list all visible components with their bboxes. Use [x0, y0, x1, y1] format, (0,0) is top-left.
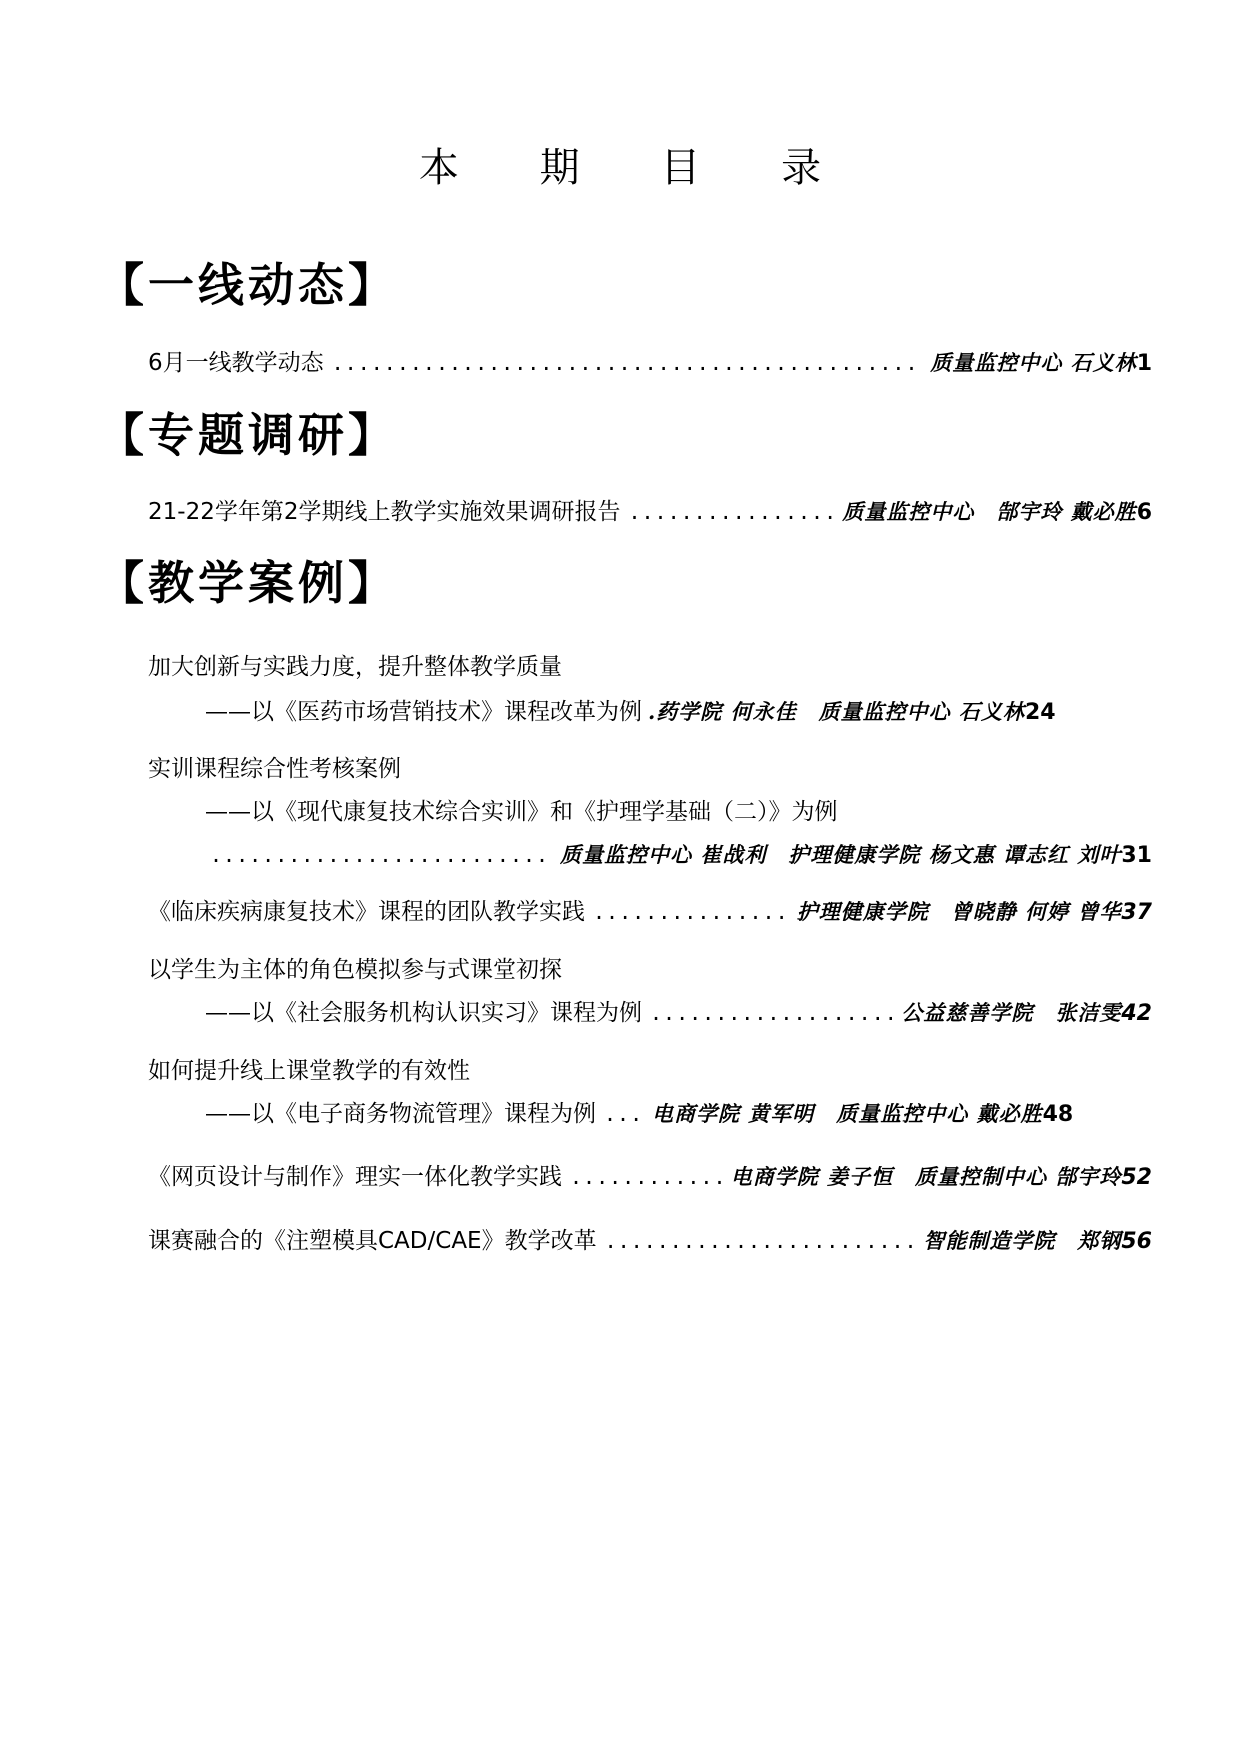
entry-title: 课赛融合的《注塑模具CAD/CAE》教学改革	[148, 1228, 597, 1254]
dot-leader	[210, 840, 552, 870]
toc-entry-4[interactable]	[210, 840, 1152, 870]
entry-title[interactable]: 如何提升线上课堂教学的有效性	[148, 1058, 470, 1084]
entry-title[interactable]: 以学生为主体的角色模拟参与式课堂初探	[148, 957, 562, 983]
entry-page-number: 31	[1121, 843, 1152, 868]
entry-page-number: 6	[1136, 500, 1152, 525]
entry-page-number: 37	[1121, 900, 1152, 925]
toc-entry-5[interactable]	[148, 897, 1152, 927]
entry-page-number: 1	[1136, 351, 1152, 376]
dot-leader	[605, 1226, 916, 1256]
entry-author: 电商学院 姜子恒 质量控制中心 郜宇玲	[730, 1164, 1122, 1189]
entry-author: .药学院 何永佳 质量监控中心 石义林	[648, 699, 1025, 724]
entry-page-number: 24	[1024, 700, 1056, 725]
entry-page-number: 56	[1121, 1229, 1152, 1254]
dot-leader	[628, 497, 834, 527]
section-heading-cases: 【教学案例】	[98, 556, 398, 610]
toc-entry-7[interactable]	[205, 1099, 1152, 1129]
entry-page-number: 48	[1042, 1102, 1074, 1127]
entry-subtitle: ——以《电子商务物流管理》课程为例	[205, 1101, 596, 1127]
page-title: 本 期 目 录	[418, 145, 856, 191]
entry-author: 护理健康学院 曾晓静 何婷 曾华	[796, 899, 1122, 924]
section-heading-research: 【专题调研】	[98, 408, 398, 462]
entry-author: 质量监控中心 崔战利 护理健康学院 杨文惠 谭志红 刘叶	[560, 842, 1122, 867]
entry-author: 智能制造学院 郑钢	[923, 1228, 1122, 1253]
toc-entry-9[interactable]	[148, 1226, 1152, 1256]
section-heading-frontline: 【一线动态】	[98, 258, 398, 312]
dot-leader	[604, 1099, 644, 1129]
entry-title[interactable]: 加大创新与实践力度，提升整体教学质量	[148, 654, 562, 680]
dot-leader	[650, 998, 893, 1028]
toc-entry-2[interactable]	[148, 497, 1152, 527]
entry-title: 6月一线教学动态	[148, 350, 324, 376]
dot-leader	[332, 348, 923, 378]
entry-subtitle: ——以《医药市场营销技术》课程改革为例	[205, 699, 642, 725]
toc-entry-3[interactable]	[205, 697, 1152, 727]
dot-leader	[570, 1162, 723, 1192]
entry-author: 公益慈善学院 张洁雯	[901, 1000, 1122, 1025]
entry-title[interactable]: 实训课程综合性考核案例	[148, 756, 401, 782]
entry-title: 《网页设计与制作》理实一体化教学实践	[148, 1164, 562, 1190]
entry-page-number: 42	[1121, 1001, 1152, 1026]
dot-leader	[593, 897, 789, 927]
toc-entry-8[interactable]	[148, 1162, 1152, 1192]
entry-title: 21-22学年第2学期线上教学实施效果调研报告	[148, 499, 621, 525]
toc-entry-1[interactable]	[148, 348, 1152, 378]
entry-author: 电商学院 黄军明 质量监控中心 戴必胜	[652, 1101, 1043, 1126]
toc-entry-6[interactable]	[205, 998, 1152, 1028]
entry-author: 质量监控中心 郜宇玲 戴必胜	[842, 499, 1137, 524]
entry-author: 质量监控中心 石义林	[930, 350, 1137, 375]
entry-subtitle: ——以《现代康复技术综合实训》和《护理学基础（二）》为例	[205, 799, 838, 825]
entry-page-number: 52	[1121, 1165, 1152, 1190]
entry-title: 《临床疾病康复技术》课程的团队教学实践	[148, 899, 585, 925]
entry-subtitle: ——以《社会服务机构认识实习》课程为例	[205, 1000, 642, 1026]
